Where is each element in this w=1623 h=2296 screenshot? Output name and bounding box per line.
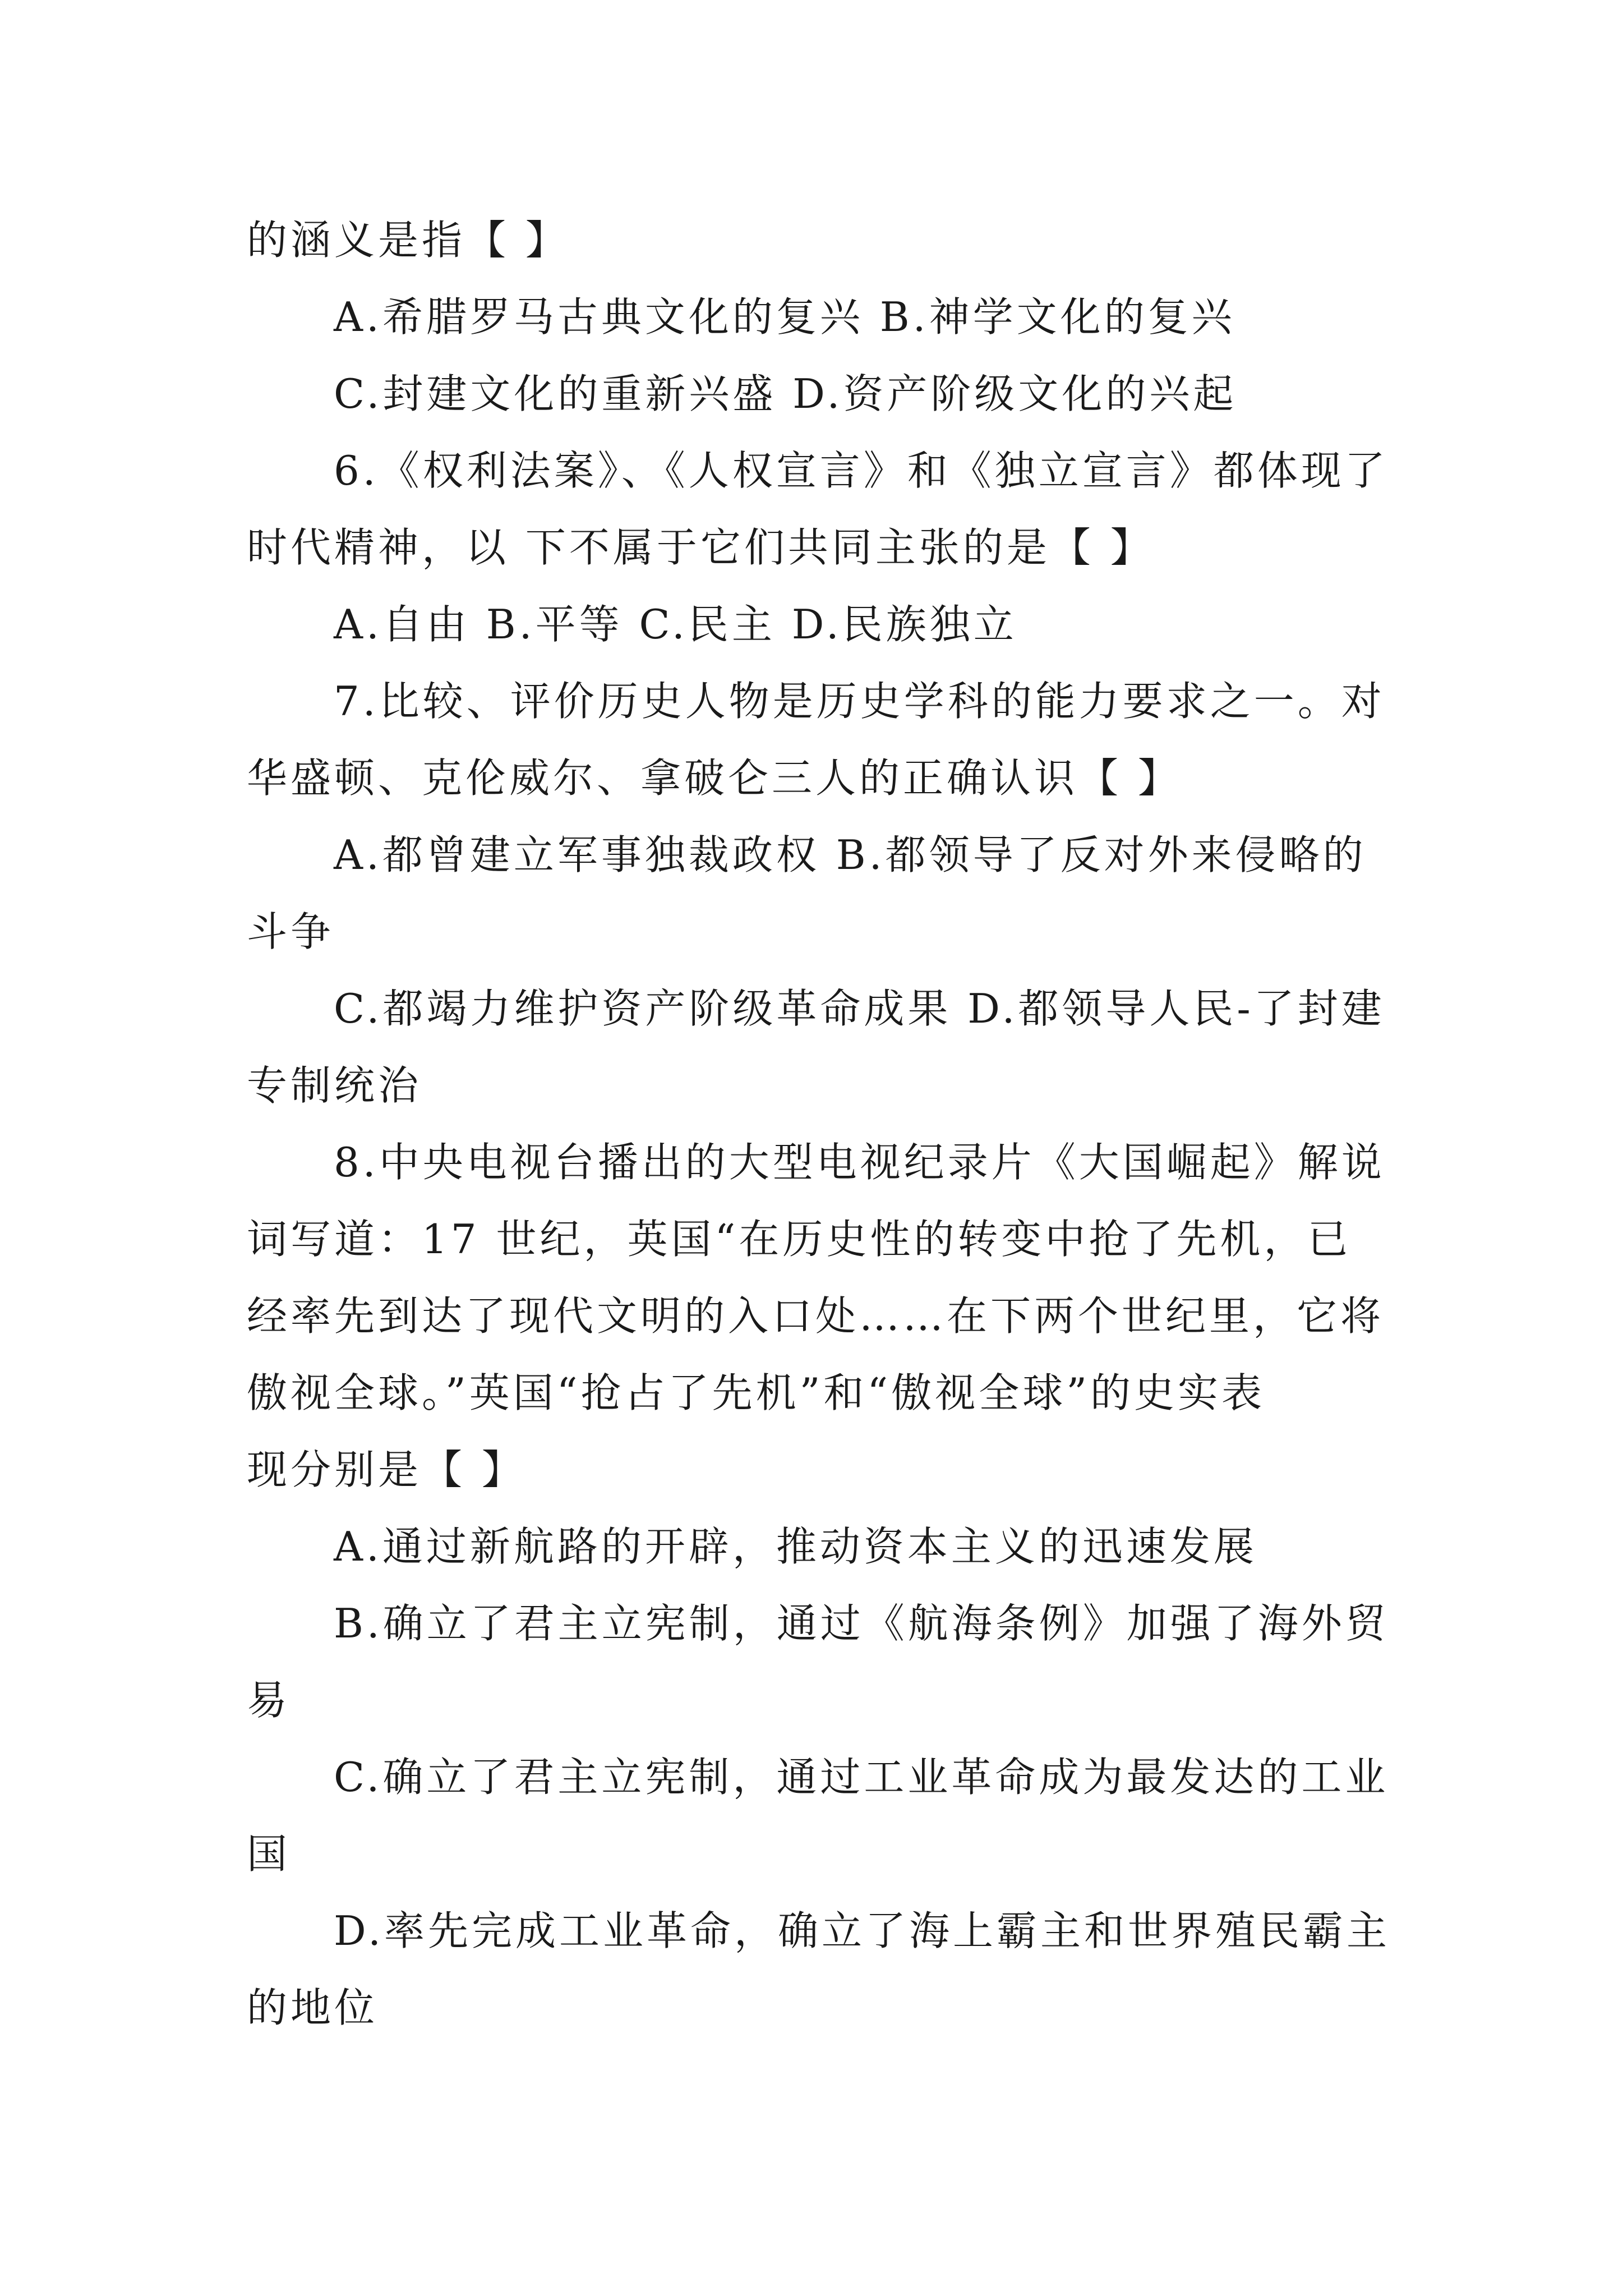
option-line: A.自由 B.平等 C.民主 D.民族独立: [334, 601, 1017, 648]
text-line: 专制统治: [247, 1062, 422, 1109]
text-line: 国: [247, 1830, 291, 1878]
option-line: A.通过新航路的开辟，推动资本主义的迅速发展: [334, 1523, 1257, 1570]
option-line: B.确立了君主立宪制，通过《航海条例》加强了海外贸: [334, 1600, 1389, 1647]
text-line: 易: [247, 1677, 291, 1724]
text-line: 的地位: [247, 1984, 379, 2031]
text-line: 词写道：17 世纪，英国“在历史性的转变中抢了先机，已: [247, 1216, 1352, 1263]
option-line: C.确立了君主立宪制，通过工业革命成为最发达的工业: [334, 1754, 1389, 1801]
text-line: 经率先到达了现代文明的入口处……在下两个世纪里，它将: [247, 1292, 1385, 1340]
question-text-block: [247, 202, 1391, 2046]
option-line: A.都曾建立军事独裁政权 B.都领导了反对外来侵略的: [334, 831, 1367, 878]
text-line: 斗争: [247, 908, 335, 955]
option-line: D.率先完成工业革命，确立了海上霸主和世界殖民霸主: [334, 1907, 1391, 1954]
text-line: 傲视全球。”英国“抢占了先机”和“傲视全球”的史实表: [247, 1369, 1266, 1416]
question-8-line: 8.中央电视台播出的大型电视纪录片《大国崛起》解说: [334, 1139, 1385, 1186]
text-line: 现分别是【 】: [247, 1446, 525, 1493]
text-line: 的涵义是指【 】: [247, 217, 569, 264]
option-line: C.封建文化的重新兴盛 D.资产阶级文化的兴起: [334, 370, 1237, 417]
option-line: A.希腊罗马古典文化的复兴 B.神学文化的复兴: [334, 293, 1235, 341]
question-6-line: 6.《权利法案》、《人权宣言》和《独立宣言》都体现了: [334, 447, 1389, 494]
question-7-line: 7.比较、评价历史人物是历史学科的能力要求之一。对: [334, 678, 1385, 725]
option-line: C.都竭力维护资产阶级革命成果 D.都领导人民-了封建: [334, 985, 1385, 1032]
text-line: 华盛顿、克伦威尔、拿破仑三人的正确认识【 】: [247, 754, 1182, 802]
text-line: 时代精神，以 下不属于它们共同主张的是【 】: [247, 524, 1154, 571]
